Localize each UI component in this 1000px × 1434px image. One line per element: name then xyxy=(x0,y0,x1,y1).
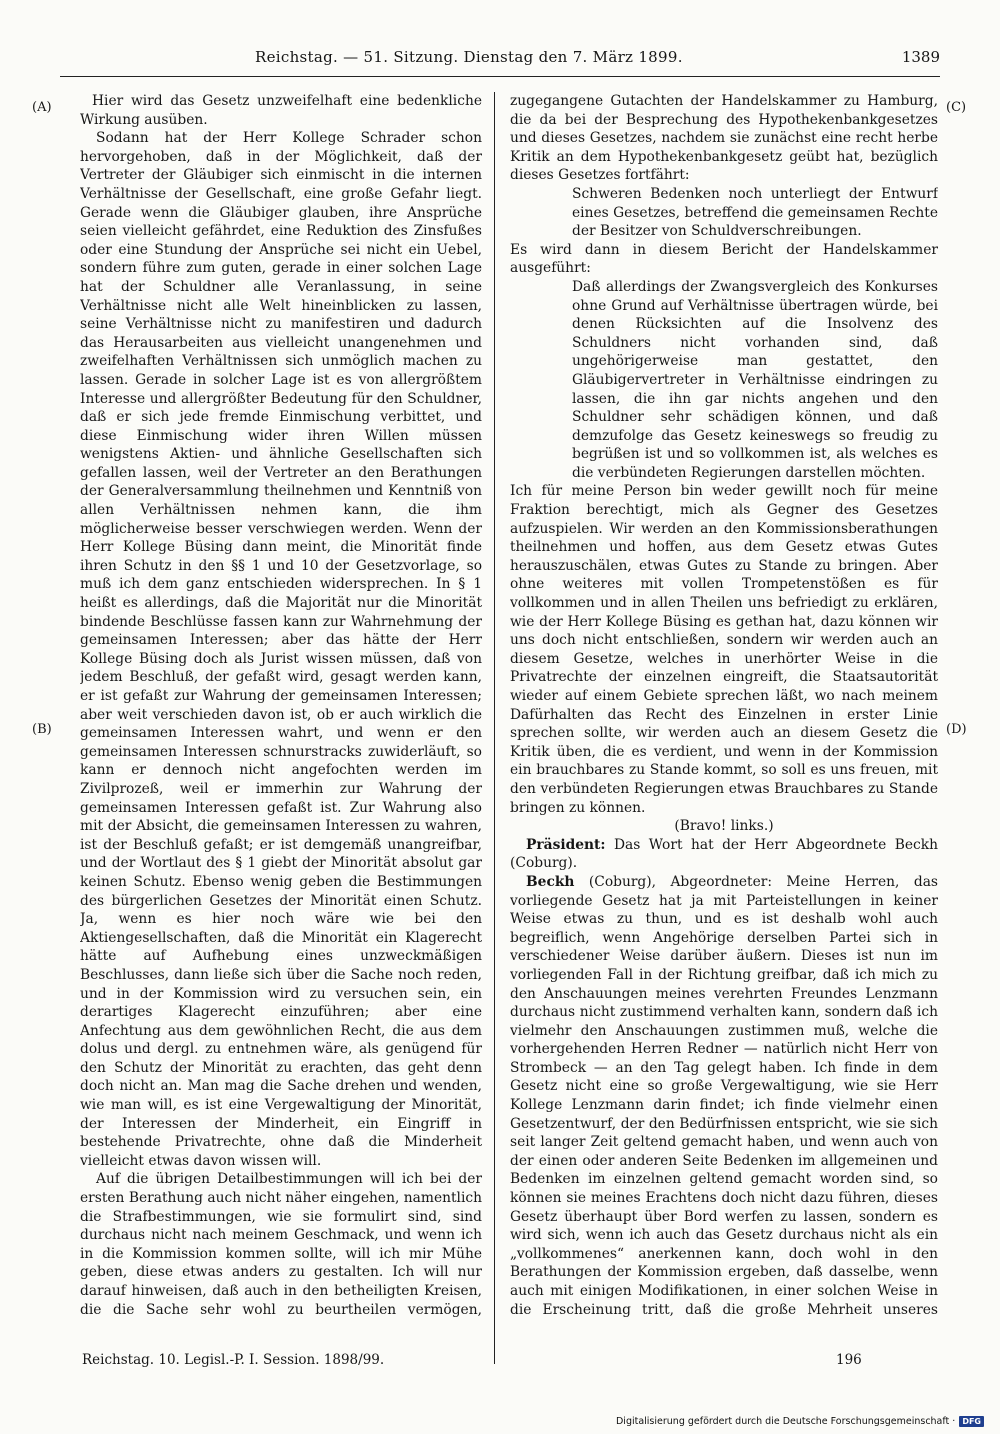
paragraph: Sodann hat der Herr Kollege Schrader schon hervorgehoben, daß in der Möglichkeit, daß der Vertreter der Gläubiger sich einmischt in die internen Verhältnisse der Gesellschaft, eine große Gefahr liegt. Gerade wenn die Gläubiger glauben, ihre Ansprüche seien vielleicht gefährdet, eine Reduktion des Zinsfußes oder eine Stundung der Ansprüche sei nicht ein Uebel, sondern führe zum guten, gerade in einer solchen Lage hat der Schuldner alle Veranlassung, in seine Verhältnisse nicht alle Welt hineinblicken zu lassen, seine Verhältnisse nicht zu manifestiren und dadurch das Herausarbeiten aus vielleicht unangenehmen und zweifelhaften Verhältnissen sich unmöglich machen zu lassen. Gerade in solcher Lage ist es von allergrößtem Interesse und allergrößter Bedeutung für den Schuldner, daß er sich jede fremde Einmischung verbittet, und diese Einmischung wider ihren Willen müssen wenigstens Aktien- und ähnliche Gesellschaften sich gefallen lassen, weil der Vertreter an den Berathungen der Generalversammlung theilnehmen und Kenntniß von allen Verhältnissen nehmen kann, die ihm möglicherweise besser verschwiegen werden. Wenn der Herr Kollege Büsing dann meint, die Minorität finde ihren Schutz in den §§ 1 und 10 der Gesetzvorlage, so muß ich dem ganz entschieden widersprechen. In § 1 heißt es allerdings, daß die Majorität nur die Minorität bindende Beschlüsse fassen kann zur Wahrnehmung der gemeinsamen Interessen; aber das hätte der Herr Kollege Büsing doch als Jurist wissen müssen, daß von jedem Beschluß, der gefaßt wird, gesagt werden kann, er ist gefaßt zur Wahrung der gemeinsamen Interessen; aber weit verschieden davon ist, ob er auch wirklich die gemeinsamen Interessen wahrt, und wenn er den gemeinsamen Interessen schnurstracks zuwiderläuft, so kann er dennoch nicht angefochten werden im Zivilprozeß, weil er immerhin zur Wahrung der gemeinsamen Interessen gefaßt ist. Zur Wahrung also mit der Absicht, die gemeinsamen Interessen zu wahren, ist der Beschluß gefaßt; er ist demgemäß unangreifbar, und der Wortlaut des § 1 giebt der Minorität absolut gar keinen Schutz. Ebenso wenig geben die Bestimmungen des bürgerlichen Gesetzes der Minorität einen Schutz. Ja, wenn es hier noch wäre wie bei den Aktiengesellschaften, daß die Minorität ein Klagerecht hätte auf Aufhebung eines unzweckmäßigen Beschlusses, dann ließe sich über die Sache noch reden, und in der Kommission wird zu versuchen sein, ein derartiges Klagerecht einzuführen; aber eine Anfechtung aus dem gewöhnlichen Recht, die aus dem dolus und dergl. zu entnehmen wäre, als genügend für den Schutz der Minorität zu erachten, das geht denn doch nicht an. Man mag die Sache drehen und wenden, wie man will, es ist eine Vergewaltigung der Minorität, der Interessen der Minderheit, ein Eingriff in bestehende Privatrechte, ohne daß die Minderheit vielleicht etwas davon wissen will. xyxy=(80,130,482,1169)
credit-text: Digitalisierung gefördert durch die Deutsche Forschungsgemeinschaft · xyxy=(615,1416,956,1427)
speaker-statement xyxy=(510,873,938,1320)
speaker-label-president: Präsident: xyxy=(526,836,606,853)
paragraph: Hier wird das Gesetz unzweifelhaft eine bedenkliche Wirkung ausüben. xyxy=(80,93,482,128)
margin-marker-a: (A) xyxy=(32,100,52,115)
page-header xyxy=(60,48,940,74)
paragraph: zugegangene Gutachten der Handelskammer zu Hamburg, die da bei der Besprechung des Hypothekenbankgesetzes und dieses Gesetzes, nachdem sie zunächst eine recht herbe Kritik an dem Hypothekenbankgesetz geübt hat, bezüglich dieses Gesetzes fortfährt: xyxy=(510,93,938,184)
digitization-credit xyxy=(616,1416,984,1427)
margin-marker-b: (B) xyxy=(32,722,52,737)
left-column xyxy=(80,92,482,1320)
president-text: Das Wort hat der Herr Abgeordnete Beckh (Coburg). xyxy=(510,836,938,872)
header-rule xyxy=(60,76,940,77)
margin-marker-d: (D) xyxy=(946,722,967,737)
column-divider xyxy=(494,92,495,1364)
footer-sheet-number: 196 xyxy=(836,1352,862,1368)
speaker-text: (Coburg), Abgeordneter: Meine Herren, das vorliegende Gesetz hat ja mit Parteistellungen in keiner Weise etwas zu thun, und es ist deshalb wohl auch begreiflich, wenn Angehörige derselben Partei sich in verschiedener Weise darüber äußern. Dieses ist nun im vorliegenden Fall in der Richtung greifbar, daß ich mich zu den Anschauungen meines verehrten Freundes Lenzmann durchaus nicht zustimmend verhalten kann, sondern daß ich vielmehr den Anschauungen zustimmen muß, welche die vorhergehenden Herren Redner — natürlich nicht Herr von Strombeck — an den Tag gelegt haben. Ich finde in dem Gesetz nicht eine so große Vergewaltigung, wie sie Herr Kollege Lenzmann darin findet; ich finde vielmehr einen Gesetzentwurf, der den Bedürfnissen entspricht, wie sie sich seit langer Zeit geltend gemacht haben, und wenn auch von der einen oder anderen Seite Bedenken im allgemeinen und Bedenken im einzelnen geltend gemacht worden sind, so können sie meines Erachtens doch nicht dazu führen, dieses Gesetz überhaupt über Bord werfen zu lassen, sondern es wird sich, wenn ich auch das Gesetz durchaus nicht als ein „vollkommenes“ anerkennen kann, doch wohl in den Berathungen der Kommission ergeben, daß dasselbe, wenn auch mit einigen Modifikationen, in einer solchen Weise in die Erscheinung tritt, daß die große Mehrheit unseres xyxy=(510,873,938,1318)
page-number: 1389 xyxy=(901,48,940,66)
footer-session-info: Reichstag. 10. Legisl.-P. I. Session. 1898/99. xyxy=(82,1352,385,1368)
paragraph: Ich für meine Person bin weder gewillt noch für meine Fraktion berechtigt, mich als Gegner des Gesetzes aufzuspielen. Wir werden an den Kommissionsberathungen theilnehmen und hoffen, aus dem Gesetz etwas Gutes herauszuschälen, etwas Gutes zu Stande zu bringen. Aber ohne weiteres mit vollen Trompetenstößen es für vollkommen und in allen Theilen uns befriedigt zu erklären, wie der Herr Kollege Büsing es gethan hat, dazu können wir uns doch nicht entschließen, sondern wir werden auch an diesem Gesetze, welches in unerhörter Weise in die Privatrechte der einzelnen eingreift, die Staatsautorität wieder auf einem Gebiete sprechen läßt, wo nach meinem Dafürhalten das Recht des Einzelnen in erster Linie sprechen sollte, wir werden auch an diesem Gesetz die Kritik üben, die es verdient, und wenn in der Kommission ein brauchbares zu Stande kommt, so soll es uns freuen, mit den verbündeten Regierungen etwas Brauchbares zu Stande bringen zu können. xyxy=(510,483,938,816)
margin-marker-c: (C) xyxy=(946,100,967,115)
paragraph: Es wird dann in diesem Bericht der Handelskammer ausgeführt: xyxy=(510,241,938,277)
right-column xyxy=(510,92,938,1320)
quotation: Daß allerdings der Zwangsvergleich des Konkurses ohne Grund auf Verhältnisse übertragen würde, bei denen Rücksichten auf die Insolvenz des Schuldners nicht vorhanden sind, daß ungehörigerweise man gestattet, den Gläubigervertreter in Verhältnisse eindringen zu lassen, die ihn gar nichts angehen und den Schuldner sehr schädigen können, und daß demzufolge das Gesetz keineswegs so freudig zu begrüßen ist und so vollkommen ist, als welches es die verbündeten Regierungen darstellen möchten. xyxy=(572,278,938,481)
speaker-label-beckh: Beckh xyxy=(526,873,575,890)
president-statement xyxy=(510,836,938,873)
quotation: Schweren Bedenken noch unterliegt der Entwurf eines Gesetzes, betreffend die gemeinsamen Rechte der Besitzer von Schuldverschreibungen. xyxy=(572,185,938,240)
running-title: Reichstag. — 51. Sitzung. Dienstag den 7. März 1899. xyxy=(255,48,683,66)
applause-note: (Bravo! links.) xyxy=(674,818,774,835)
dfg-logo: DFG xyxy=(959,1416,984,1427)
paragraph: Auf die übrigen Detailbestimmungen will ich bei der ersten Berathung auch nicht näher eingehen, namentlich die Strafbestimmungen, wie sie formulirt sind, sind durchaus nicht nach meinem Geschmack, und wenn ich in die Kommission kommen sollte, will ich mir Mühe geben, diese etwas anders zu gestalten. Ich will nur darauf hinweisen, daß auch in den betheiligten Kreisen, die die Sache sehr wohl zu beurtheilen vermögen, xyxy=(80,1171,482,1318)
